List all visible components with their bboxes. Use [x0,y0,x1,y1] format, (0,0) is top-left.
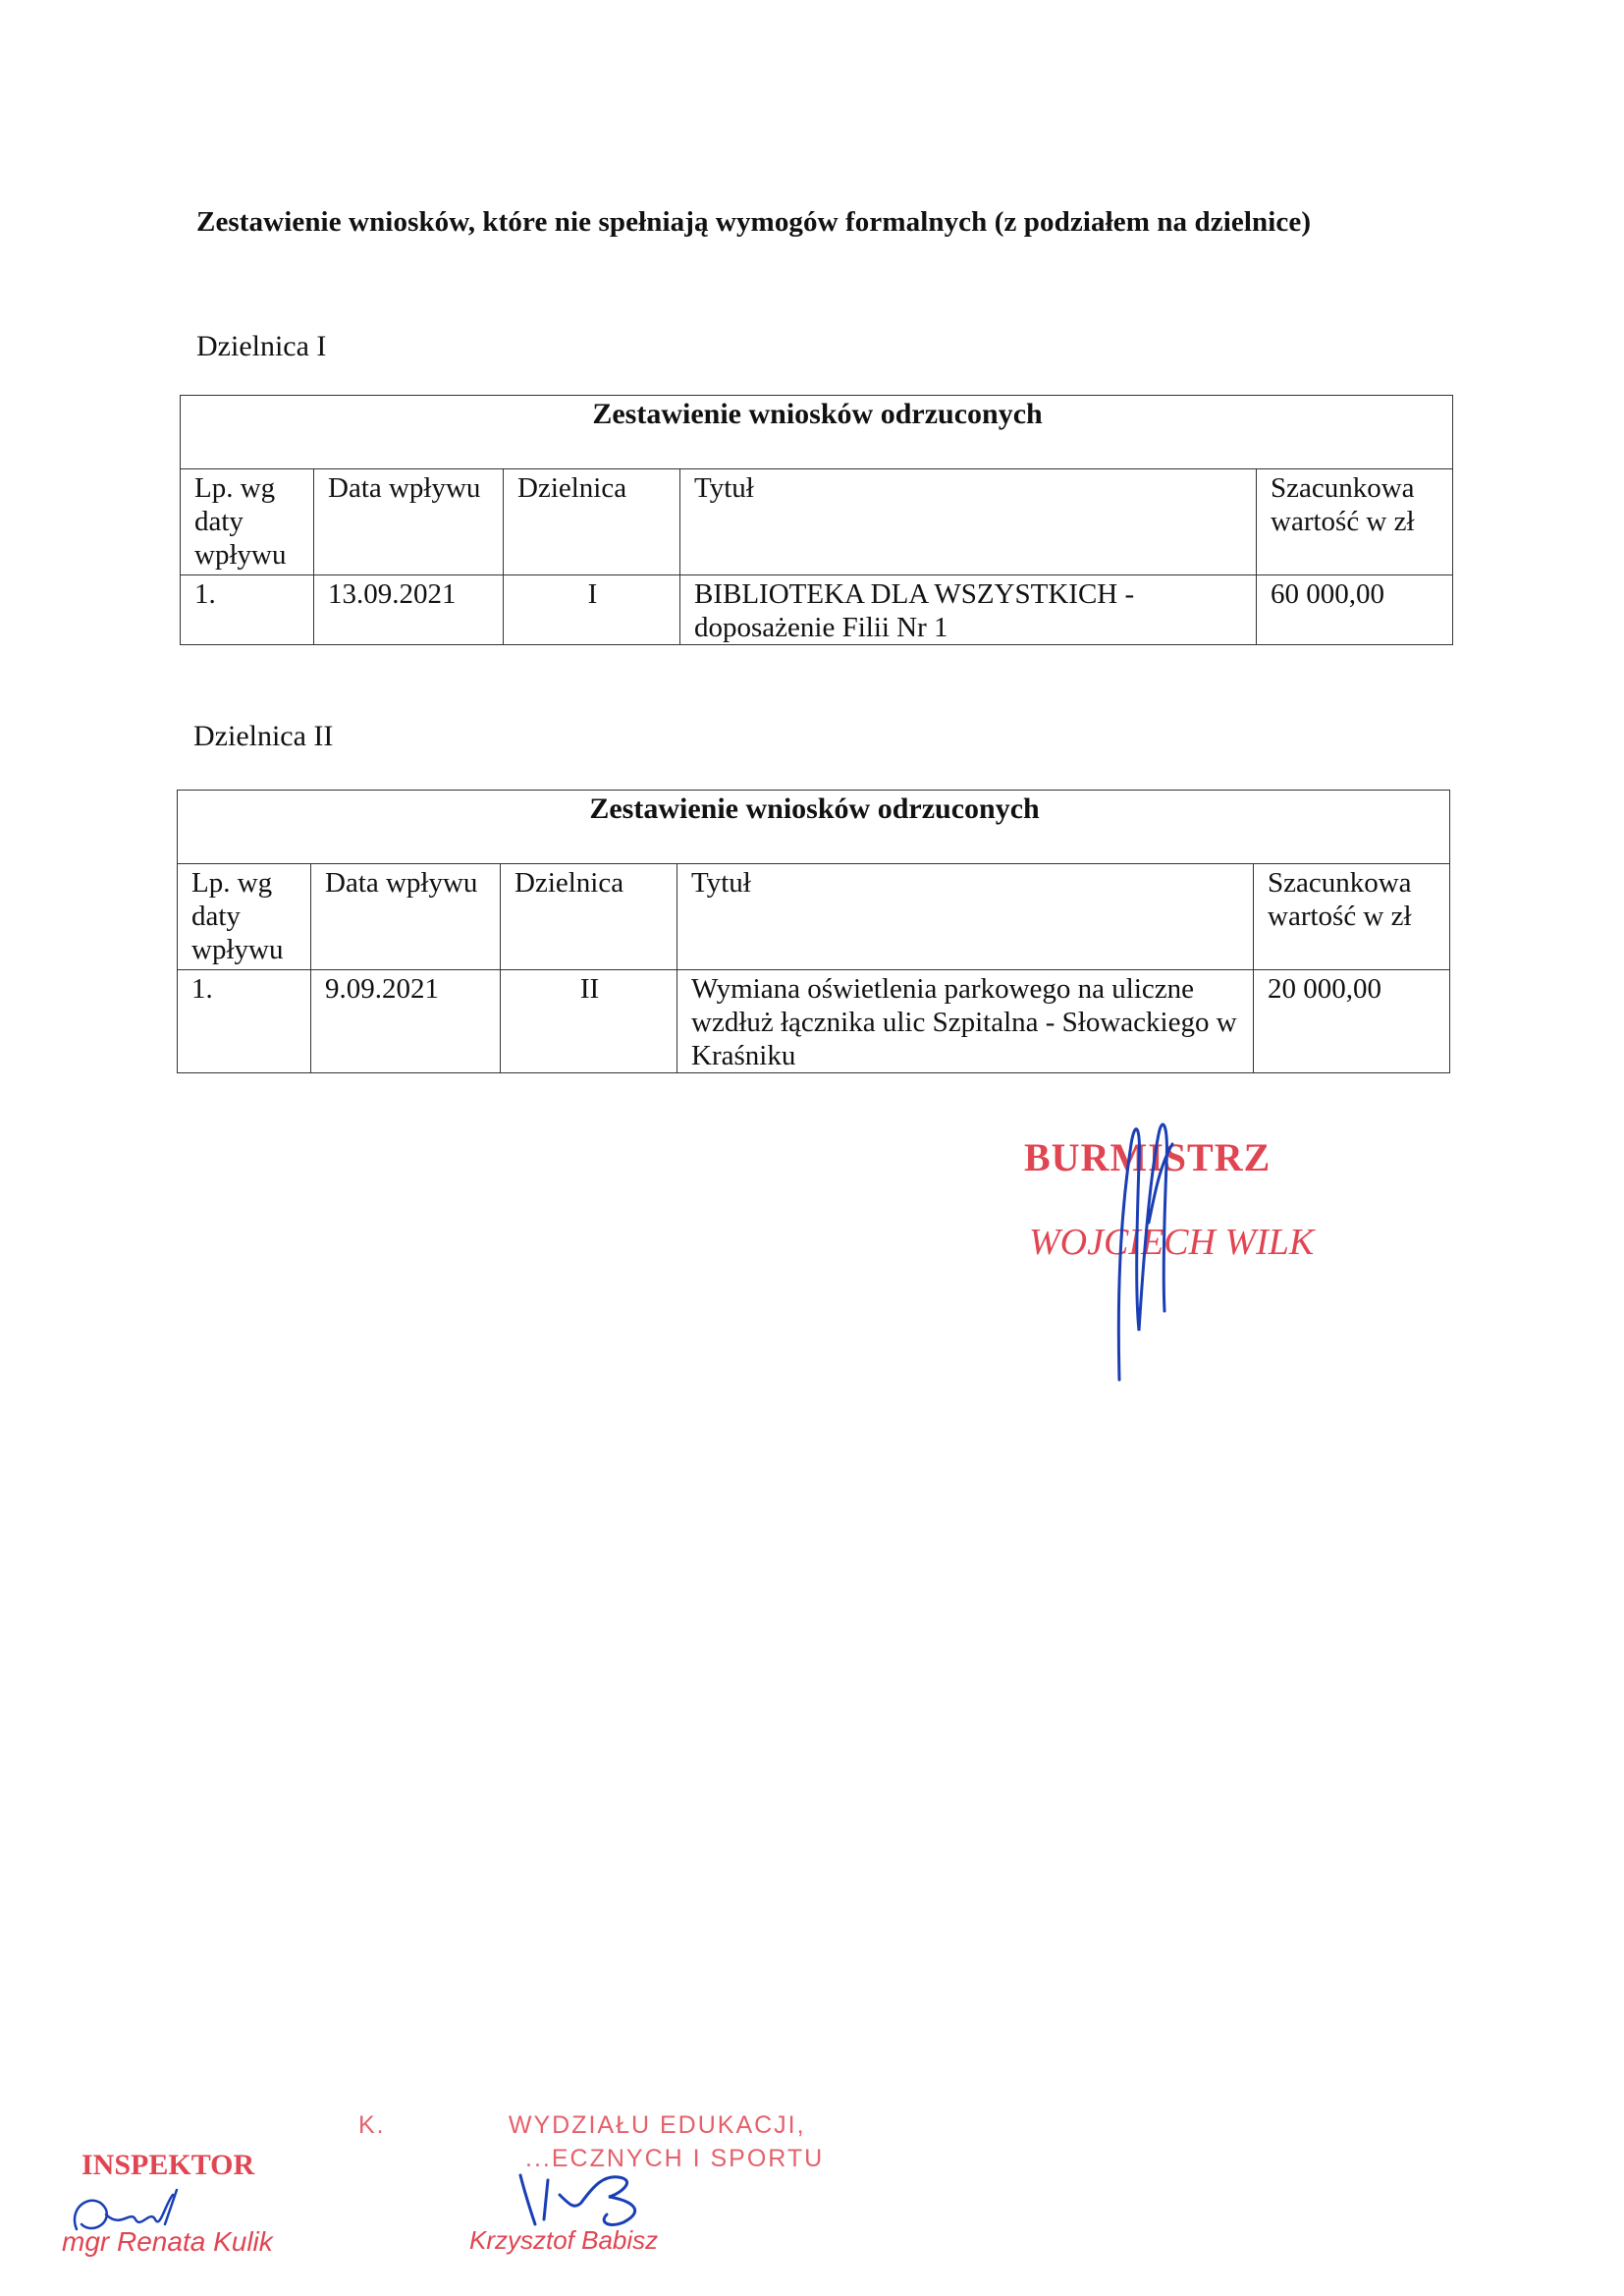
column-header: Tytuł [677,864,1254,970]
mayor-signature [1090,1105,1198,1390]
column-header: Lp. wg daty wpływu [178,864,311,970]
inspector-stamp-name: mgr Renata Kulik [62,2226,273,2257]
table-caption: Zestawienie wniosków odrzuconych [181,396,1453,469]
column-header: Szacunkowa wartość w zł [1254,864,1450,970]
department-stamp-name: Krzysztof Babisz [469,2225,659,2255]
column-header: Dzielnica [504,469,680,575]
table-cell: 9.09.2021 [311,970,501,1073]
table-cell: 60 000,00 [1257,575,1453,645]
section-label-district-2: Dzielnica II [193,720,334,752]
rejected-table-district-2 [177,790,1450,1073]
section-label-district-1: Dzielnica I [196,330,327,362]
department-stamp-line2: ...ECZNYCH I SPORTU [525,2145,825,2172]
inspector-signature [67,2185,194,2244]
table-cell: 20 000,00 [1254,970,1450,1073]
inspector-stamp-title: INSPEKTOR [81,2149,255,2181]
column-header: Data wpływu [311,864,501,970]
column-header: Data wpływu [314,469,504,575]
table-cell: II [501,970,677,1073]
column-header: Szacunkowa wartość w zł [1257,469,1453,575]
column-header: Dzielnica [501,864,677,970]
table-row [181,575,1453,645]
department-stamp-line1: K. WYDZIAŁU EDUKACJI, [358,2111,806,2139]
table-cell: 13.09.2021 [314,575,504,645]
column-header: Lp. wg daty wpływu [181,469,314,575]
mayor-stamp-title: BURMISTRZ [1024,1135,1272,1179]
table-cell: 1. [181,575,314,645]
department-signature [501,2165,677,2234]
rejected-table-district-1 [180,395,1453,645]
table-cell: BIBLIOTEKA DLA WSZYSTKICH - doposażenie Filii Nr 1 [680,575,1257,645]
table-cell: 1. [178,970,311,1073]
column-header: Tytuł [680,469,1257,575]
table-cell: Wymiana oświetlenia parkowego na uliczne wzdłuż łącznika ulic Szpitalna - Słowackiego w Kraśniku [677,970,1254,1073]
table-cell: I [504,575,680,645]
table-row [178,970,1450,1073]
mayor-stamp-name: WOJCIECH WILK [1029,1222,1315,1263]
document-title: Zestawienie wniosków, które nie spełniają wymogów formalnych (z podziałem na dzielnice) [196,206,1312,238]
table-caption: Zestawienie wniosków odrzuconych [178,791,1450,864]
